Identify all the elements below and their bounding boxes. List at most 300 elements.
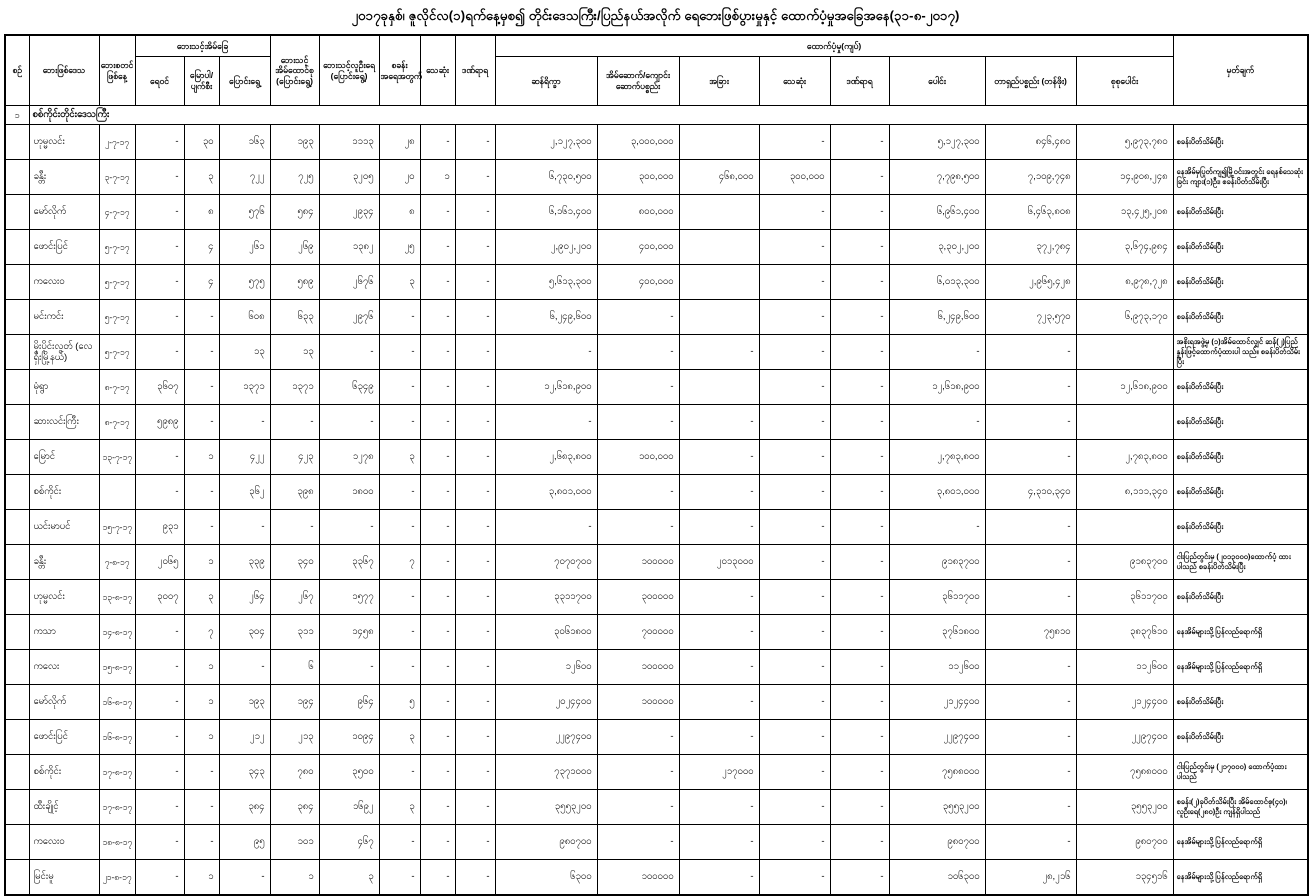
affected-households-cell: - [270, 510, 319, 545]
total-support-cell: ၃,၈၀၁,၀၀၀ [889, 475, 985, 510]
other-support-cell: - [679, 335, 759, 370]
remark-cell: ငါးပြည်တွင်းမှ (၂၁၇၀၀၀) ထောက်ပံ့ထားပါသည် [1173, 755, 1308, 790]
affected-population-cell: - [319, 510, 379, 545]
camps-cell: - [379, 510, 420, 545]
camps-cell: - [379, 475, 420, 510]
township-cell: မင်းကင်း [29, 300, 99, 335]
deaths-cell: - [420, 790, 455, 825]
total-support-cell: ၁၁၂၆၀၀ [889, 650, 985, 685]
water-in-cell: - [135, 720, 184, 755]
remark-cell: စခန်းပိတ်သိမ်းပြီး [1173, 440, 1308, 475]
table-row [5, 475, 1308, 510]
water-in-cell: - [135, 440, 184, 475]
injury-support-cell: - [830, 790, 889, 825]
disaster-date-cell [99, 475, 135, 510]
deaths-cell: - [420, 825, 455, 860]
death-support-cell: - [759, 860, 830, 896]
affected-population-cell: ၁၆၉၂ [319, 790, 379, 825]
row-number-cell [5, 230, 29, 265]
durable-goods-cell: ၇၂၃,၅၇၀ [985, 300, 1076, 335]
rice-support-cell: ၆,၇၃၀,၅၀၀ [495, 160, 597, 195]
table-row [5, 335, 1308, 370]
water-in-cell: - [135, 475, 184, 510]
camps-cell: ၈ [379, 195, 420, 230]
other-support-cell: - [679, 440, 759, 475]
township-cell: ယင်းမာပင် [29, 510, 99, 545]
camps-cell: ၇ [379, 545, 420, 580]
affected-population-cell: ၂၉၇၆ [319, 300, 379, 335]
death-support-cell: - [759, 300, 830, 335]
deaths-cell: - [420, 440, 455, 475]
disaster-date-cell: ၈-၇-၁၇ [99, 370, 135, 405]
remark-cell: ငါးပြည်တွင်းမှ (၂၀၁၃၀၀၀)ထောက်ပံ့ ထားပါသည် စခန်းပိတ်သိမ်းပြီး [1173, 545, 1308, 580]
washed-damaged-cell: ၁ [184, 720, 219, 755]
death-support-cell: - [759, 195, 830, 230]
row-number-cell [5, 545, 29, 580]
washed-damaged-cell: ၇ [184, 615, 219, 650]
death-support-cell: - [759, 790, 830, 825]
section-number: ၁ [5, 106, 29, 125]
affected-population-cell: ၄၆၇ [319, 825, 379, 860]
injury-support-cell: - [830, 580, 889, 615]
table-row [5, 615, 1308, 650]
camps-cell: - [379, 825, 420, 860]
col-header-washed-damaged: မြောပါ/ပျက်စီး [184, 57, 219, 106]
camps-cell: - [379, 615, 420, 650]
injured-cell: - [455, 370, 495, 405]
total-support-cell: ၆,၉၆၁,၄၀၀ [889, 195, 985, 230]
other-support-cell: - [679, 615, 759, 650]
remark-cell: စခန်းပိတ်သိမ်းပြီး [1173, 510, 1308, 545]
affected-households-cell: ၂၁၃ [270, 720, 319, 755]
col-header-affected-households: ဘေးသင့်အိမ်ထောင်စု (ပြောင်းရွေ့) [270, 35, 319, 106]
water-in-cell: - [135, 300, 184, 335]
table-row [5, 160, 1308, 195]
durable-goods-cell: ၈၄၆,၄၈၀ [985, 125, 1076, 160]
remark-cell: နေအိမ်များသို့ပြန်လည်ရောက်ရှိ [1173, 650, 1308, 685]
death-support-cell: - [759, 335, 830, 370]
injured-cell: - [455, 720, 495, 755]
row-number-cell [5, 685, 29, 720]
col-header-no: စဥ် [5, 35, 29, 106]
durable-goods-cell: ၆,၄၆၃,၈၀၈ [985, 195, 1076, 230]
row-number-cell [5, 755, 29, 790]
township-cell: ကလေးဝ [29, 265, 99, 300]
washed-damaged-cell: - [184, 335, 219, 370]
total-support-cell: ၃,၃၀၂,၂၀၀ [889, 230, 985, 265]
injury-support-cell: - [830, 195, 889, 230]
deaths-cell: - [420, 720, 455, 755]
grand-total-cell: ၃၆၁၁၇၀၀ [1076, 580, 1173, 615]
water-in-cell: ၃၀၀၇ [135, 580, 184, 615]
col-header-total: ပေါင်း [889, 57, 985, 106]
building-support-cell: - [597, 370, 679, 405]
injury-support-cell: - [830, 685, 889, 720]
death-support-cell: - [759, 230, 830, 265]
injured-cell: - [455, 300, 495, 335]
disaster-date-cell: ၁၄-၈-၁၇ [99, 615, 135, 650]
affected-population-cell: ၉၆၄ [319, 685, 379, 720]
row-number-cell [5, 615, 29, 650]
disaster-date-cell: ၄-၇-၁၇ [99, 195, 135, 230]
injured-cell: - [455, 265, 495, 300]
table-body [5, 106, 1308, 896]
injured-cell: - [455, 615, 495, 650]
injury-support-cell: - [830, 440, 889, 475]
affected-households-cell: ၁၀၁ [270, 825, 319, 860]
injury-support-cell: - [830, 510, 889, 545]
washed-damaged-cell: ၃ [184, 160, 219, 195]
row-number-cell [5, 300, 29, 335]
affected-households-cell: ၁၉၃ [270, 125, 319, 160]
washed-damaged-cell: - [184, 825, 219, 860]
durable-goods-cell: - [985, 405, 1076, 440]
camps-cell: ၃ [379, 790, 420, 825]
total-support-cell: ၆,၀၁၃,၃၀၀ [889, 265, 985, 300]
death-support-cell: - [759, 615, 830, 650]
washed-damaged-cell: - [184, 405, 219, 440]
row-number-cell [5, 580, 29, 615]
durable-goods-cell: ၄,၃၁၀,၃၄၀ [985, 475, 1076, 510]
deaths-cell: - [420, 615, 455, 650]
remark-cell: စခန်းပိတ်သိမ်းပြီး [1173, 195, 1308, 230]
camps-cell: - [379, 860, 420, 896]
row-number-cell [5, 335, 29, 370]
total-support-cell: ၁၂,၆၁၈,၉၀၀ [889, 370, 985, 405]
deaths-cell: - [420, 300, 455, 335]
township-cell: မိုးပိုင်းလွတ် (လေရှီးမြို့နယ်) [29, 335, 99, 370]
grand-total-cell: ၆,၉၇၃,၁၇၀ [1076, 300, 1173, 335]
affected-households-cell: - [270, 405, 319, 440]
relocated-cell: ၃၈၄ [219, 790, 270, 825]
other-support-cell [679, 370, 759, 405]
other-support-cell [679, 300, 759, 335]
total-support-cell: ၆,၂၄၉,၆၀၀ [889, 300, 985, 335]
disaster-date-cell: ၅-၇-၁၇ [99, 335, 135, 370]
remark-cell: စခန်းပိတ်သိမ်းပြီး [1173, 580, 1308, 615]
affected-population-cell: ၃၃၆၇ [319, 545, 379, 580]
remark-cell: စခန်း(၂)ခုပိတ်သိမ်းပြီး အိမ်ထောင်စု(၄၀)၊ လူဦးရေ(၂၈၀)ဦး ကျန်ရှိပါသည် [1173, 790, 1308, 825]
row-number-cell [5, 405, 29, 440]
building-support-cell: ၃၀၀၀၀၀ [597, 580, 679, 615]
col-header-rice: ဆန်ရိက္ခာ [495, 57, 597, 106]
injured-cell: - [455, 860, 495, 896]
other-support-cell: ၂၁၇၀၀၀ [679, 755, 759, 790]
grand-total-cell: ၁၃,၄၂၅,၂၀၈ [1076, 195, 1173, 230]
township-cell: မြောင် [29, 440, 99, 475]
row-number-cell [5, 370, 29, 405]
col-header-region: ဘေးဖြစ်ဒေသ [29, 35, 99, 106]
durable-goods-cell: - [985, 510, 1076, 545]
building-support-cell: - [597, 475, 679, 510]
disaster-date-cell: ၁၇-၈-၁၇ [99, 755, 135, 790]
row-number-cell [5, 440, 29, 475]
building-support-cell: ၄၀၀,၀၀၀ [597, 265, 679, 300]
building-support-cell: - [597, 755, 679, 790]
col-header-death-support: သေဆုံး [759, 57, 830, 106]
deaths-cell: - [420, 265, 455, 300]
remark-cell: စခန်းပိတ်သိမ်းပြီး [1173, 265, 1308, 300]
township-cell: ဟုမ္မလင်း [29, 580, 99, 615]
deaths-cell: - [420, 755, 455, 790]
col-header-grand-total: စုစုပေါင်း [1076, 57, 1173, 106]
injured-cell: - [455, 440, 495, 475]
grand-total-cell: ၃၈၃၇၆၁၀ [1076, 615, 1173, 650]
injury-support-cell: - [830, 125, 889, 160]
grand-total-cell: ၃,၆၇၄,၉၈၄ [1076, 230, 1173, 265]
rice-support-cell: ၆,၂၄၉,၆၀၀ [495, 300, 597, 335]
table-row [5, 755, 1308, 790]
washed-damaged-cell: ၁ [184, 440, 219, 475]
relocated-cell: - [219, 650, 270, 685]
disaster-date-cell: ၁၅-၇-၁၇ [99, 510, 135, 545]
disaster-date-cell: ၁၆-၈-၁၇ [99, 685, 135, 720]
water-in-cell: ၂၀၆၅ [135, 545, 184, 580]
affected-households-cell: ၃၉၈ [270, 475, 319, 510]
washed-damaged-cell: - [184, 370, 219, 405]
grand-total-cell: ၁၃၄၅၁၆ [1076, 860, 1173, 896]
row-number-cell [5, 825, 29, 860]
township-cell: ထီးချိုင့် [29, 790, 99, 825]
building-support-cell: - [597, 405, 679, 440]
relocated-cell: ၅၇၆ [219, 195, 270, 230]
relocated-cell: ၃၄၃ [219, 755, 270, 790]
grand-total-cell: ၅,၉၇၃,၇၈၀ [1076, 125, 1173, 160]
washed-damaged-cell: ၈ [184, 195, 219, 230]
injury-support-cell: - [830, 860, 889, 896]
disaster-date-cell: ၃-၇-၁၇ [99, 160, 135, 195]
water-in-cell: - [135, 790, 184, 825]
page-title: ၂၀၁၇ခုနှစ်၊ ဇူလိုင်လ(၁)ရက်နေ့မှစ၍ တိုင်းဒေသကြီး/ပြည်နယ်အလိုက် ရေဘေးဖြစ်ပွားမှုနှင့် ထောက်ပံ့မှုအခြေအနေ(၃၁-၈-၂၀၁၇) [351, 8, 960, 23]
relocated-cell: ၁၃၇၁ [219, 370, 270, 405]
grand-total-cell [1076, 510, 1173, 545]
total-support-cell: ၂၂၉၇၄၀၀ [889, 720, 985, 755]
total-support-cell: ၂,၇၈၃,၈၀၀ [889, 440, 985, 475]
other-support-cell: - [679, 860, 759, 896]
relocated-cell: ၁၉၃ [219, 685, 270, 720]
injured-cell: - [455, 230, 495, 265]
injury-support-cell: - [830, 265, 889, 300]
washed-damaged-cell: ၁ [184, 545, 219, 580]
affected-households-cell: ၃၄၀ [270, 545, 319, 580]
durable-goods-cell: - [985, 720, 1076, 755]
durable-goods-cell: - [985, 825, 1076, 860]
affected-population-cell: ၂၉၃၄ [319, 195, 379, 230]
row-number-cell [5, 195, 29, 230]
total-support-cell: - [889, 335, 985, 370]
col-group-support: ထောက်ပံ့မှု(ကျပ်) [495, 35, 1173, 57]
deaths-cell: ၁ [420, 160, 455, 195]
disaster-date-cell: ၁၃-၈-၁၇ [99, 580, 135, 615]
affected-population-cell: - [319, 335, 379, 370]
affected-households-cell: ၄၂၃ [270, 440, 319, 475]
affected-population-cell: ၁၁၁၃ [319, 125, 379, 160]
other-support-cell: - [679, 685, 759, 720]
other-support-cell: - [679, 580, 759, 615]
affected-households-cell: ၇၂၅ [270, 160, 319, 195]
death-support-cell: - [759, 265, 830, 300]
water-in-cell: ၉၃၁ [135, 510, 184, 545]
total-support-cell: ၂၁၂၄၄၀၀ [889, 685, 985, 720]
injury-support-cell: - [830, 720, 889, 755]
rice-support-cell: ၇၀၇၀၇၀၀ [495, 545, 597, 580]
affected-households-cell: ၁၉၄ [270, 685, 319, 720]
injured-cell: - [455, 510, 495, 545]
death-support-cell: - [759, 755, 830, 790]
building-support-cell: - [597, 720, 679, 755]
rice-support-cell: ၇၃၇၁၀၀၀ [495, 755, 597, 790]
table-row [5, 230, 1308, 265]
water-in-cell: ၃၆၀၇ [135, 370, 184, 405]
affected-households-cell: ၇၈၀ [270, 755, 319, 790]
rice-support-cell: ၃၅၅၃၂၀၀ [495, 790, 597, 825]
death-support-cell: - [759, 720, 830, 755]
building-support-cell: - [597, 790, 679, 825]
col-group-affected-houses: ဘေးသင့်အိမ်ခြေ [135, 35, 270, 57]
washed-damaged-cell: ၃၀ [184, 125, 219, 160]
rice-support-cell: ၂,၉၀၂,၂၀၀ [495, 230, 597, 265]
rice-support-cell: ၅,၆၁၃,၃၀၀ [495, 265, 597, 300]
table-row [5, 650, 1308, 685]
affected-households-cell: ၁၃၇၁ [270, 370, 319, 405]
injured-cell: - [455, 195, 495, 230]
table-row [5, 370, 1308, 405]
death-support-cell: - [759, 440, 830, 475]
disaster-date-cell: ၁၅-၈-၁၇ [99, 650, 135, 685]
camps-cell: - [379, 580, 420, 615]
remark-cell: စခန်းပိတ်သိမ်းပြီး [1173, 125, 1308, 160]
affected-households-cell: ၅၈၄ [270, 195, 319, 230]
water-in-cell: - [135, 265, 184, 300]
rice-support-cell: - [495, 510, 597, 545]
death-support-cell: - [759, 825, 830, 860]
injured-cell: - [455, 790, 495, 825]
water-in-cell: - [135, 125, 184, 160]
rice-support-cell: ၃၀၆၁၈၀၀ [495, 615, 597, 650]
rice-support-cell: - [495, 335, 597, 370]
col-header-relocated: ပြောင်းရွေ့ [219, 57, 270, 106]
table-row [5, 405, 1308, 440]
col-header-deaths: သေဆုံး [420, 35, 455, 106]
table-row [5, 300, 1308, 335]
durable-goods-cell: - [985, 370, 1076, 405]
table-row [5, 790, 1308, 825]
deaths-cell: - [420, 335, 455, 370]
table-row [5, 860, 1308, 896]
table-row [5, 440, 1308, 475]
township-cell: မော်လိုက် [29, 195, 99, 230]
water-in-cell: - [135, 230, 184, 265]
injury-support-cell: - [830, 615, 889, 650]
affected-population-cell: ၁၈၀၀ [319, 475, 379, 510]
relocated-cell: ၁၃ [219, 335, 270, 370]
camps-cell: - [379, 300, 420, 335]
other-support-cell [679, 265, 759, 300]
water-in-cell: ၅၉၈၉ [135, 405, 184, 440]
relocated-cell: ၆၀၈ [219, 300, 270, 335]
township-cell: ဆားလင်းကြီး [29, 405, 99, 440]
injury-support-cell: - [830, 300, 889, 335]
injury-support-cell: - [830, 370, 889, 405]
remark-cell: နေအိမ်မှပြုတ်ကျ၍မြို့ဝင်းအတွင်း ရေနစ်သေဆုံးခြင်း ကျား(၁)ဦး၊ စခန်းပိတ်သိမ်းပြီး [1173, 160, 1308, 195]
total-support-cell: ၉၈၀၇၀၀ [889, 825, 985, 860]
flood-report-table [4, 34, 1309, 896]
rice-support-cell: ၂၀၂၄၄၀၀ [495, 685, 597, 720]
remark-cell: နေအိမ်များသို့ပြန်လည်ရောက်ရှိ [1173, 825, 1308, 860]
remark-cell: စခန်းပိတ်သိမ်းပြီး [1173, 300, 1308, 335]
building-support-cell: ၁၀၀၀၀၀ [597, 545, 679, 580]
affected-population-cell: - [319, 650, 379, 685]
death-support-cell: ၃၀၀,၀၀၀ [759, 160, 830, 195]
total-support-cell: - [889, 405, 985, 440]
injured-cell: - [455, 755, 495, 790]
injured-cell: - [455, 475, 495, 510]
township-cell: မုံရွာ [29, 370, 99, 405]
disaster-date-cell: ၂-၇-၁၇ [99, 125, 135, 160]
injured-cell: - [455, 545, 495, 580]
other-support-cell: ၄၆၈,၀၀၀ [679, 160, 759, 195]
death-support-cell: - [759, 475, 830, 510]
township-cell: ဖောင်းပြင် [29, 230, 99, 265]
township-cell: ဟုမ္မလင်း [29, 125, 99, 160]
rice-support-cell: ၂,၁၂၇,၃၀၀ [495, 125, 597, 160]
water-in-cell: - [135, 860, 184, 896]
deaths-cell: - [420, 125, 455, 160]
durable-goods-cell: - [985, 545, 1076, 580]
table-row [5, 510, 1308, 545]
table-row [5, 720, 1308, 755]
death-support-cell: - [759, 510, 830, 545]
disaster-date-cell: ၅-၇-၁၇ [99, 300, 135, 335]
camps-cell: ၂၅ [379, 230, 420, 265]
other-support-cell: - [679, 650, 759, 685]
durable-goods-cell: - [985, 685, 1076, 720]
other-support-cell [679, 230, 759, 265]
death-support-cell: - [759, 545, 830, 580]
township-cell: မော်လိုက် [29, 685, 99, 720]
disaster-date-cell: ၇-၈-၁၇ [99, 545, 135, 580]
building-support-cell: ၃,၀၀၀,၀၀၀ [597, 125, 679, 160]
affected-population-cell: ၁၀၉၄ [319, 720, 379, 755]
row-number-cell [5, 790, 29, 825]
injured-cell: - [455, 405, 495, 440]
col-header-water-in: ရေဝင် [135, 57, 184, 106]
col-header-date: ဘေးစတင်ဖြစ်နေ့ [99, 35, 135, 106]
deaths-cell: - [420, 405, 455, 440]
water-in-cell: - [135, 825, 184, 860]
deaths-cell: - [420, 195, 455, 230]
water-in-cell: - [135, 335, 184, 370]
col-header-injured: ဒဏ်ရာရ [455, 35, 495, 106]
building-support-cell: ၁၀၀၀၀၀ [597, 860, 679, 896]
remark-cell: စခန်းပိတ်သိမ်းပြီး [1173, 685, 1308, 720]
death-support-cell: - [759, 405, 830, 440]
col-header-camps: စခန်းအရေအတွက် [379, 35, 420, 106]
water-in-cell: - [135, 615, 184, 650]
total-support-cell: ၃၅၅၃၂၀၀ [889, 790, 985, 825]
durable-goods-cell: - [985, 335, 1076, 370]
row-number-cell [5, 650, 29, 685]
relocated-cell: ၇၂၂ [219, 160, 270, 195]
township-cell: ခန္တီး [29, 160, 99, 195]
affected-population-cell: ၁၃၈၂ [319, 230, 379, 265]
camps-cell: - [379, 370, 420, 405]
grand-total-cell: ၂,၇၈၃,၈၀၀ [1076, 440, 1173, 475]
township-cell: ခန္တီး [29, 545, 99, 580]
grand-total-cell: ၁၄,၉၀၈,၂၄၈ [1076, 160, 1173, 195]
injured-cell: - [455, 125, 495, 160]
other-support-cell: - [679, 405, 759, 440]
